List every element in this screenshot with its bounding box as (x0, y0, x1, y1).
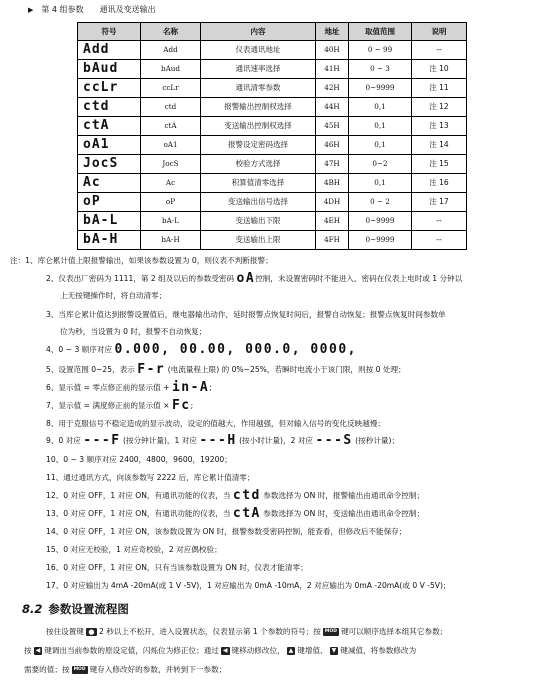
note-5-text-b: (电流量程上限) 的 0%~25%，若瞬时电流小于该门限，则按 0 处理； (167, 365, 406, 374)
cell-note: 注 12 (412, 98, 467, 117)
cell-note: 注 11 (412, 79, 467, 98)
note-9-text-b: (按分钟计量)，1 对应 (123, 436, 197, 445)
cell-range: 0~9999 (349, 79, 412, 98)
cell-symbol: bA-L (78, 212, 141, 231)
note-10: 10、0 ~ 3 顺序对应 2400，4800，9600，19200； (46, 455, 232, 464)
down-key-icon: ▼ (331, 647, 337, 654)
note-12 (46, 490, 424, 501)
table-row (78, 231, 467, 250)
mod-key-icon-2: MOD (73, 667, 86, 672)
col-header-name: 名称 (141, 23, 201, 41)
cell-name: ccLr (141, 79, 201, 98)
cell-address: 44H (316, 98, 349, 117)
cell-content: 报警输出控制权选择 (201, 98, 316, 117)
cell-note: -- (412, 41, 467, 60)
cell-content: 变送输出信号选择 (201, 193, 316, 212)
segment-ctA: ctA (232, 506, 261, 521)
cell-content: 变送输出下限 (201, 212, 316, 231)
cell-note: 注 17 (412, 193, 467, 212)
note-9-text-a: 9、0 对应 (46, 436, 81, 445)
note-12-text-a: 12、0 对应 OFF，1 对应 ON，有通讯功能的仪表，当 (46, 491, 231, 500)
cell-range: 0~9999 (349, 231, 412, 250)
cell-address: 4FH (316, 231, 349, 250)
cell-note: -- (412, 212, 467, 231)
col-header-note: 说明 (412, 23, 467, 41)
section-title: 参数设置流程图 (48, 602, 129, 616)
cell-name: bA-L (141, 212, 201, 231)
cell-range: 0~2 (349, 155, 412, 174)
cell-address: 4BH (316, 174, 349, 193)
cell-range: 0~9999 (349, 212, 412, 231)
cell-symbol: Ac (78, 174, 141, 193)
cell-name: ctd (141, 98, 201, 117)
note-7-text-b: ; (190, 401, 194, 410)
flow-text-3b: 键存入修改好的参数，并转到下一参数； (89, 665, 227, 674)
note-13-text-b: 参数选择为 ON 时，变送输出由通讯命令控制； (263, 509, 425, 518)
note-6-text-b: ; (209, 383, 212, 392)
cell-name: JocS (141, 155, 201, 174)
note-7 (46, 400, 193, 411)
cell-address: 40H (316, 41, 349, 60)
note-17: 17、0 对应输出为 4mA -20mA(或 1 V -5V)，1 对应输出为 0mA -10mA，2 对应输出为 0mA -20mA(或 0 V -5V)； (46, 581, 451, 590)
cell-content: 变送输出上限 (201, 231, 316, 250)
cell-symbol: ctA (78, 117, 141, 136)
group-heading (28, 4, 156, 16)
note-2-line-2: 上无按键操作时，将自动清零； (60, 291, 167, 300)
cell-name: Ac (141, 174, 201, 193)
cell-address: 46H (316, 136, 349, 155)
cell-range: 0,1 (349, 117, 412, 136)
cell-note: 注 14 (412, 136, 467, 155)
cell-range: 0,1 (349, 136, 412, 155)
flow-text-2c: 键移动修改位， (231, 646, 285, 655)
note-2-text-a: 2、仪表出厂密码为 1111，第 2 组及以后的参数受密码 (46, 274, 235, 283)
segment-oA1: oA (236, 271, 256, 286)
col-header-address: 地址 (316, 23, 349, 41)
note-11: 11、通过通讯方式，向该参数写 2222 后，库仑累计值清零； (46, 473, 255, 482)
cell-symbol: oA1 (78, 136, 141, 155)
group-title: 通讯及变送输出 (99, 5, 156, 14)
flow-text-2b: 键调出当前参数的原设定值，闪烁位为修正位；通过 (44, 646, 219, 655)
note-9-text-c: (按小时计量)，2 对应 (239, 436, 314, 445)
mod-key-icon: MOD (324, 629, 337, 634)
cell-name: oA1 (141, 136, 201, 155)
table-row (78, 136, 467, 155)
cell-content: 报警设定密码选择 (201, 136, 316, 155)
cell-name: Add (141, 41, 201, 60)
note-13 (46, 508, 424, 519)
note-1: 注：1、库仑累计值上限报警输出，如果该参数设置为 0，则仪表不判断报警； (10, 256, 273, 265)
note-6-text-a: 6、显示值 = 零点修正前的显示值 + (46, 383, 170, 392)
cell-name: bAud (141, 60, 201, 79)
cell-address: 4DH (316, 193, 349, 212)
cell-range: 0,1 (349, 174, 412, 193)
note-13-text-a: 13、0 对应 OFF，1 对应 ON，有通讯功能的仪表，当 (46, 509, 231, 518)
segment-in-A: in-A (171, 380, 210, 395)
up-key-icon: ▲ (288, 647, 294, 654)
flow-text-3a: 需要的值；按 (24, 665, 70, 674)
segment-minutes: ---F (83, 433, 121, 448)
note-14: 14、0 对应 OFF，1 对应 ON，该参数设置为 ON 时，报警参数受密码控制，能查看，但修改后不能保存； (46, 527, 407, 536)
note-4 (46, 344, 357, 355)
cell-content: 仪表通讯地址 (201, 41, 316, 60)
table-row (78, 79, 467, 98)
col-header-symbol: 符号 (78, 23, 141, 41)
segment-decimal-formats: 0.000, 00.00, 000.0, 0000, (114, 342, 357, 357)
note-5-text-a: 5、设置范围 0~25，表示 (46, 365, 135, 374)
flow-text-2d: 键增值、 (297, 646, 328, 655)
note-4-text: 4、0 ~ 3 顺序对应 (46, 345, 113, 354)
table-header-row (78, 23, 467, 41)
segment-F-r: F-r (137, 362, 166, 377)
note-9 (46, 435, 399, 446)
flow-line-3 (24, 664, 226, 675)
left-key-icon: ◀ (35, 647, 41, 654)
flow-text-2e: 键减值，将参数修改为 (340, 646, 417, 655)
cell-range: 0,1 (349, 98, 412, 117)
cell-content: 变送输出控制权选择 (201, 117, 316, 136)
note-16: 16、0 对应 OFF，1 对应 ON，只有当该参数设置为 ON 时，仪表才能清零； (46, 563, 308, 572)
cell-symbol: ccLr (78, 79, 141, 98)
cell-symbol: Add (78, 41, 141, 60)
note-7-text-a: 7、显示值 = 满度修正前的显示值 × (46, 401, 170, 410)
note-6 (46, 382, 212, 393)
cell-address: 45H (316, 117, 349, 136)
segment-hours: ---H (199, 433, 237, 448)
note-8: 8、用于克服信号不稳定造成的显示波动，设定的值越大，作用越强，但对输入信号的变化反映越慢； (46, 419, 385, 428)
cell-name: bA-H (141, 231, 201, 250)
cell-name: ctA (141, 117, 201, 136)
note-15: 15、0 对应无校验，1 对应奇校验，2 对应偶校验； (46, 545, 222, 554)
table-row (78, 117, 467, 136)
section-number: 8.2 (22, 602, 43, 616)
cell-note: 注 10 (412, 60, 467, 79)
flow-text-1a: 按住设置键 (46, 627, 84, 636)
cell-note: -- (412, 231, 467, 250)
cell-address: 41H (316, 60, 349, 79)
cell-note: 注 13 (412, 117, 467, 136)
cell-content: 通讯清零参数 (201, 79, 316, 98)
cell-address: 42H (316, 79, 349, 98)
segment-ctd: ctd (232, 488, 261, 503)
set-key-icon: ● (86, 628, 97, 636)
cell-symbol: JocS (78, 155, 141, 174)
cell-range: 0 ~ 3 (349, 60, 412, 79)
note-2-text-b: 控制，未设置密码时不能进入，密码在仪表上电时或 1 分钟以 (255, 274, 463, 283)
note-3-line-1: 3、当库仑累计值达到报警设置值后，继电器输出动作，延时报警点恢复时间后，报警自动恢复；报警点恢复时间参数单 (46, 310, 446, 319)
flow-text-1c: 键可以顺序选择本组其它参数； (340, 627, 448, 636)
col-header-range: 取值范围 (349, 23, 412, 41)
table-row (78, 174, 467, 193)
cell-address: 47H (316, 155, 349, 174)
cell-name: oP (141, 193, 201, 212)
parameter-table (77, 22, 467, 250)
cell-content: 积算值清零选择 (201, 174, 316, 193)
bullet-triangle-icon: ▶ (28, 6, 34, 14)
note-9-text-d: (按秒计量)； (355, 436, 400, 445)
flow-line-2 (24, 645, 416, 656)
table-row (78, 60, 467, 79)
note-12-text-b: 参数选择为 ON 时，报警输出由通讯命令控制； (263, 491, 425, 500)
segment-seconds: ---S (315, 433, 353, 448)
section-heading (22, 601, 129, 617)
flow-text-2a: 按 (24, 646, 32, 655)
flow-line-1 (46, 626, 447, 637)
cell-note: 注 15 (412, 155, 467, 174)
cell-content: 校验方式选择 (201, 155, 316, 174)
table-row (78, 98, 467, 117)
table-row (78, 212, 467, 231)
note-3-line-2: 位为秒，当设置为 0 时，报警不自动恢复； (60, 327, 207, 336)
group-label: 第 4 组参数 (41, 5, 84, 14)
note-2-line-1 (46, 273, 462, 284)
table-row (78, 193, 467, 212)
cell-symbol: ctd (78, 98, 141, 117)
cell-symbol: oP (78, 193, 141, 212)
cell-address: 4EH (316, 212, 349, 231)
cell-range: 0 ~ 99 (349, 41, 412, 60)
segment-Fc: Fc (171, 398, 191, 413)
col-header-content: 内容 (201, 23, 316, 41)
table-row (78, 155, 467, 174)
flow-text-1b: 2 秒以上不松开，进入设置状态，仪表显示第 1 个参数的符号；按 (98, 627, 321, 636)
cell-symbol: bA-H (78, 231, 141, 250)
table-row (78, 41, 467, 60)
cell-content: 通讯速率选择 (201, 60, 316, 79)
note-5 (46, 364, 406, 375)
cell-symbol: bAud (78, 60, 141, 79)
left-key-icon-2: ◀ (222, 647, 228, 654)
cell-note: 注 16 (412, 174, 467, 193)
cell-range: 0 ~ 2 (349, 193, 412, 212)
